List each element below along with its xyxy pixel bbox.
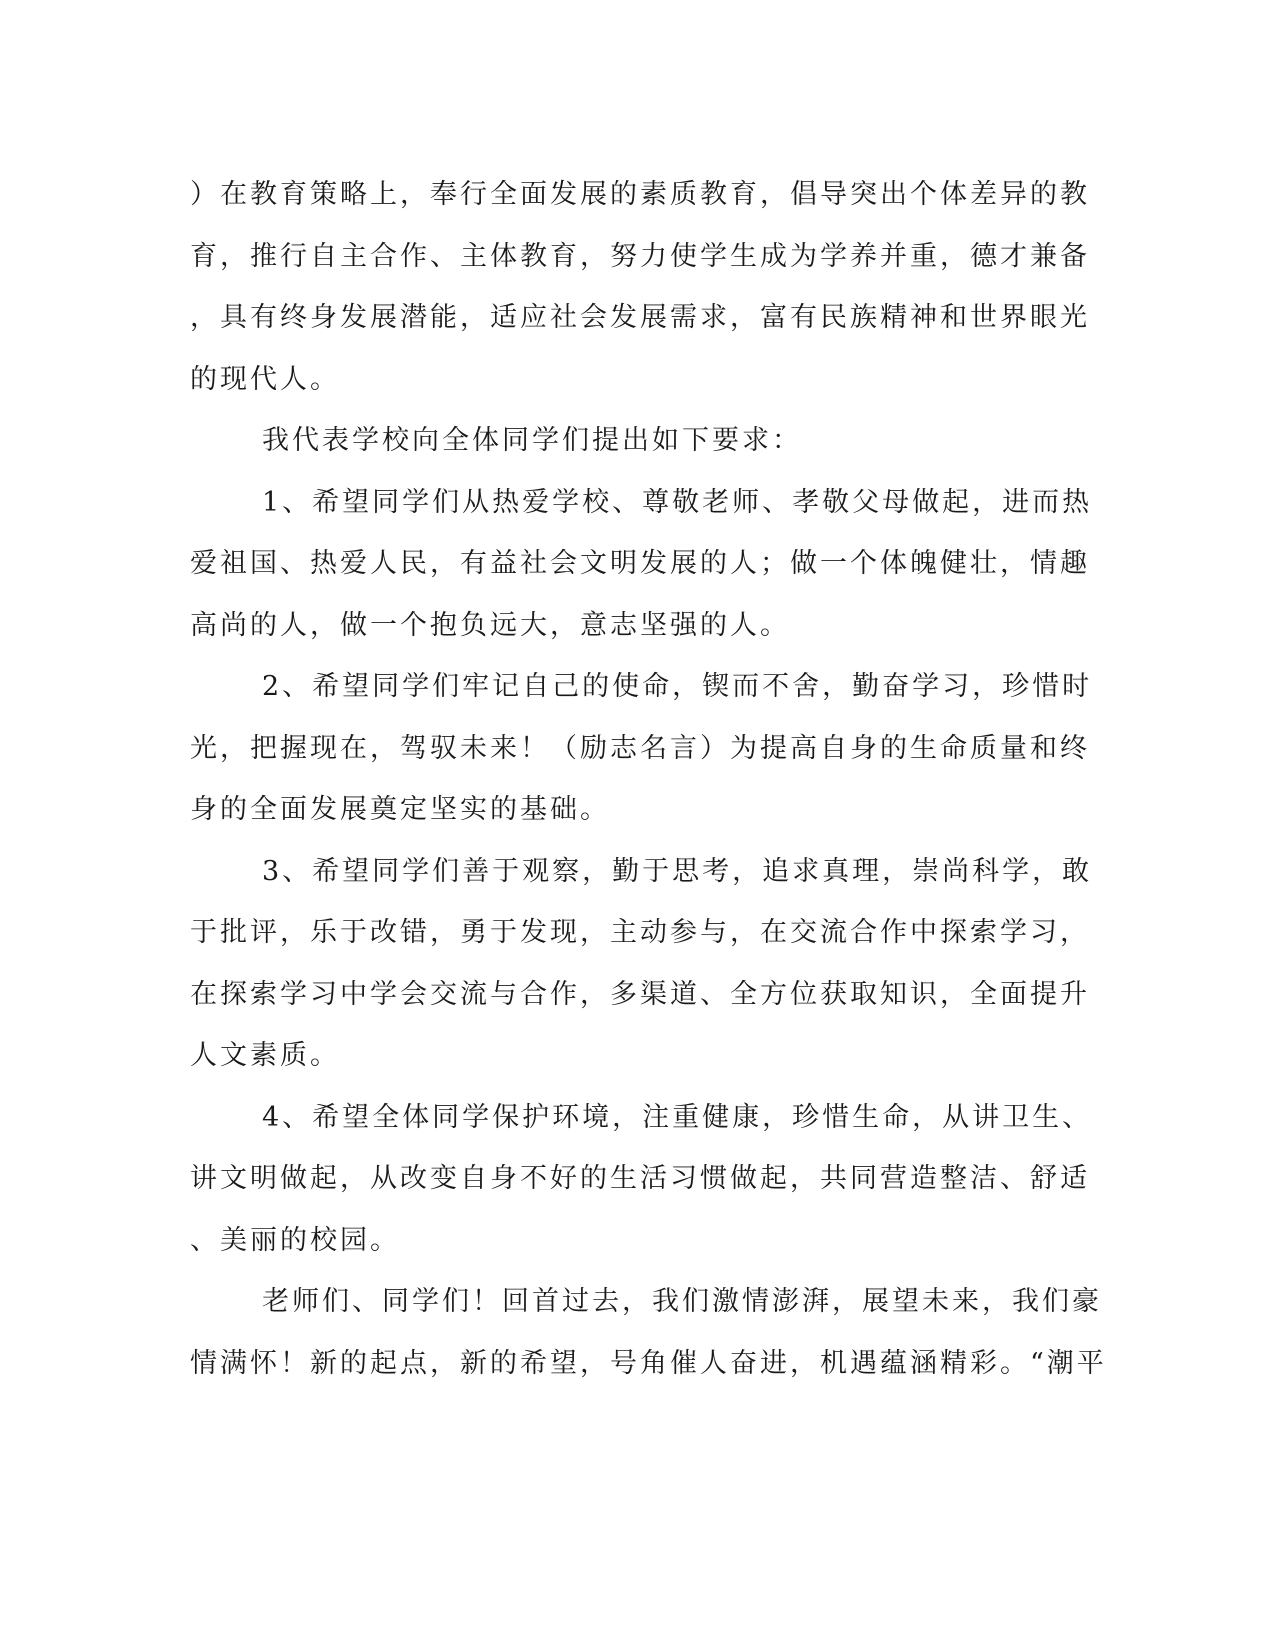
text-line: ）在教育策略上，奉行全面发展的素质教育，倡导突出个体差异的教 — [190, 179, 1090, 210]
text-line: 情满怀！新的起点，新的希望，号角催人奋进，机遇蕴涵精彩。“潮平 — [190, 1347, 1107, 1379]
text-line: 于批评，乐于改错，勇于发现，主动参与，在交流合作中探索学习， — [190, 917, 1090, 948]
document-body — [190, 164, 1107, 1394]
text-line: 身的全面发展奠定坚实的基础。 — [190, 794, 610, 825]
text-line: 、美丽的校园。 — [190, 1224, 400, 1256]
text-line: 人文素质。 — [190, 1040, 340, 1071]
requirement-3-start: 3、希望同学们善于观察，勤于思考，追求真理，崇尚科学，敢 — [262, 855, 1093, 887]
requirement-1-start: 1、希望同学们从热爱学校、尊敬老师、孝敬父母做起，进而热 — [262, 486, 1093, 518]
text-line: 高尚的人，做一个抱负远大，意志坚强的人。 — [190, 609, 790, 641]
text-line: 在探索学习中学会交流与合作，多渠道、全方位获取知识，全面提升 — [190, 978, 1090, 1010]
text-line: ，具有终身发展潜能，适应社会发展需求，富有民族精神和世界眼光 — [190, 302, 1090, 333]
requirement-2-start: 2、希望同学们牢记自己的使命，锲而不舍，勤奋学习，珍惜时 — [262, 671, 1093, 702]
text-line: 育，推行自主合作、主体教育，努力使学生成为学养并重，德才兼备 — [190, 240, 1090, 272]
paragraph-intro: 我代表学校向全体同学们提出如下要求： — [262, 425, 802, 456]
requirement-4-start: 4、希望全体同学保护环境，注重健康，珍惜生命，从讲卫生、 — [262, 1101, 1093, 1133]
text-line: 爱祖国、热爱人民，有益社会文明发展的人；做一个体魄健壮，情趣 — [190, 548, 1090, 579]
text-line: 的现代人。 — [190, 363, 340, 395]
text-line: 讲文明做起，从改变自身不好的生活习惯做起，共同营造整洁、舒适 — [190, 1163, 1090, 1194]
text-line: 光，把握现在，驾驭未来！（励志名言）为提高自身的生命质量和终 — [190, 732, 1090, 764]
closing-paragraph-start: 老师们、同学们！回首过去，我们激情澎湃，展望未来，我们豪 — [262, 1286, 1102, 1317]
